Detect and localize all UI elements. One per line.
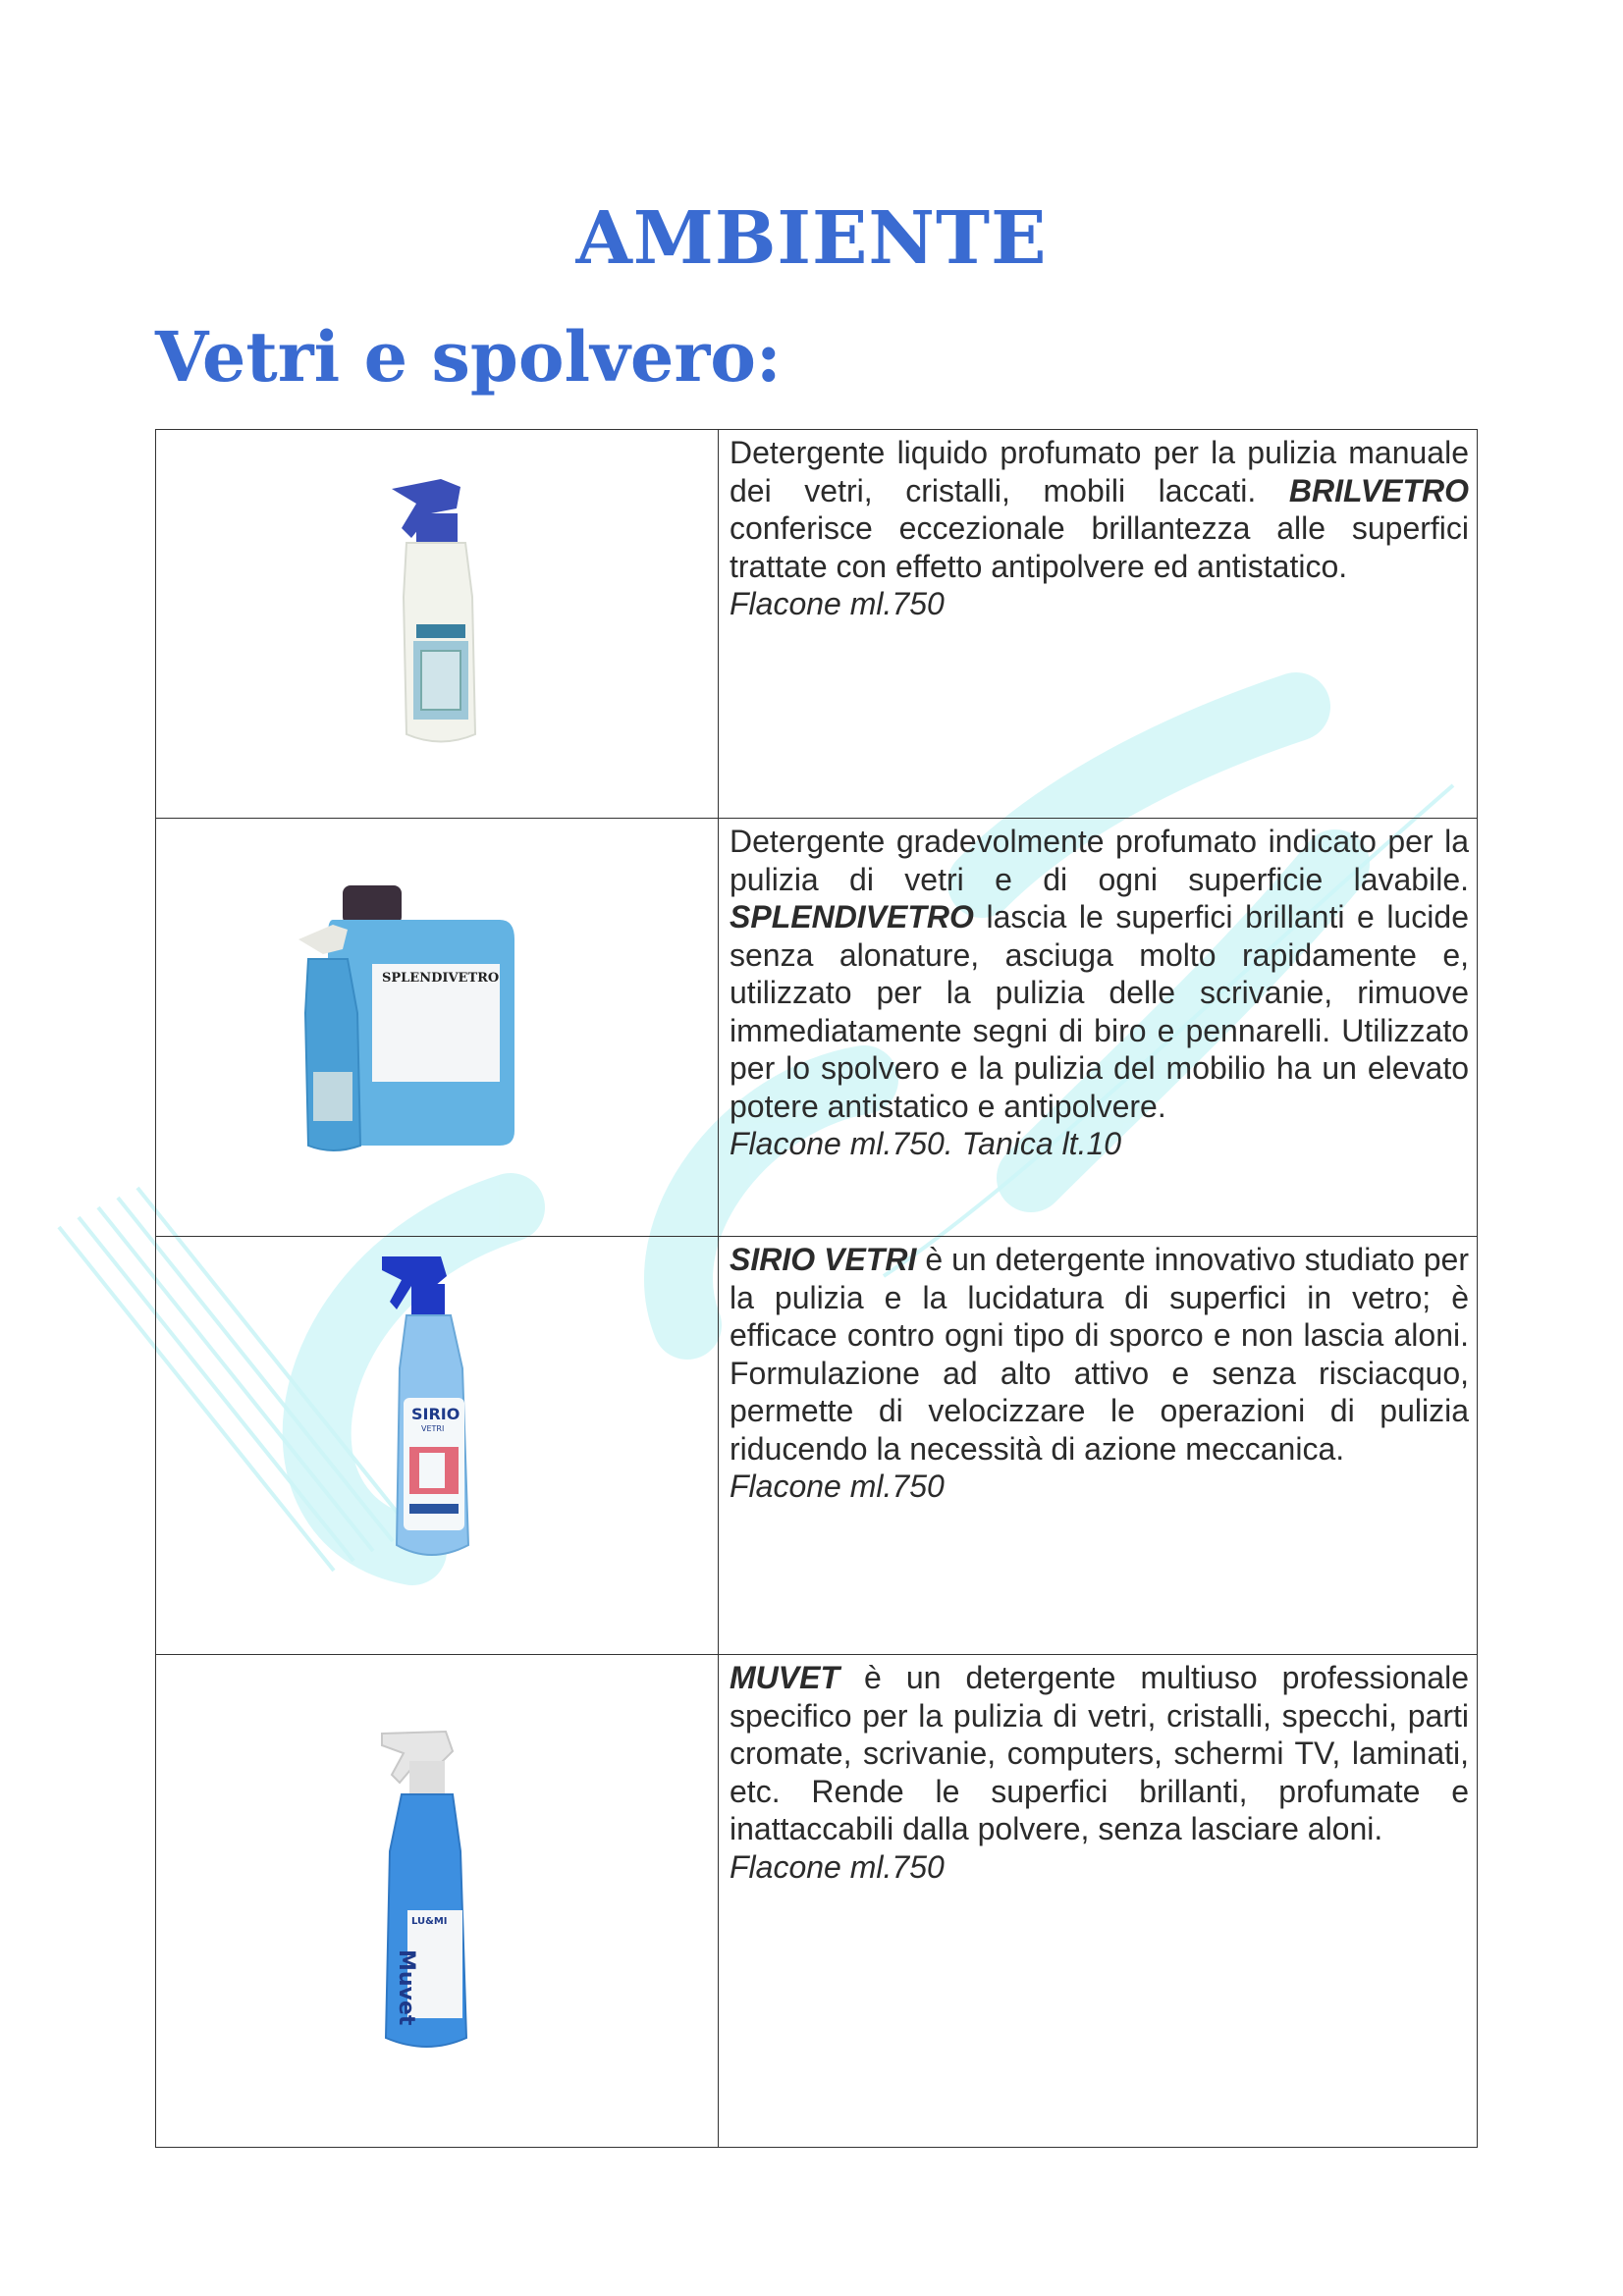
page-title: AMBIENTE: [575, 196, 1048, 281]
spray-bottle-image: [362, 459, 500, 754]
bottle-and-tank-image: [294, 866, 529, 1160]
product-image-cell: [156, 1655, 719, 2148]
product-description-cell: [719, 819, 1478, 1237]
sirio-bottle-image: [372, 1251, 500, 1575]
description-text: conferisce eccezionale brillantezza alle superfici trattate con effetto antipolvere ed antistatico.: [730, 510, 1469, 584]
packaging-info: Flacone ml.750: [730, 1848, 945, 1885]
product-name: MUVET: [730, 1660, 839, 1695]
product-description: [730, 1659, 1469, 1848]
product-row: [156, 430, 1478, 819]
product-name: SPLENDIVETRO: [730, 899, 974, 934]
product-description: [730, 1241, 1469, 1468]
packaging-info: Flacone ml.750: [730, 1468, 945, 1504]
description-text: Detergente liquido profumato per la pulizia manuale dei vetri, cristalli, mobili laccati.: [730, 435, 1469, 508]
product-row: [156, 819, 1478, 1237]
bottle-label-text: SIRIO: [411, 1405, 460, 1423]
packaging-info: Flacone ml.750. Tanica lt.10: [730, 1126, 1122, 1161]
description-text: è un detergente innovativo studiato per la pulizia e la lucidatura di superfici in vetro; è efficace contro ogni tipo di sporco e non lascia aloni. Formulazione ad alto attivo e senza risciacquo, permette di velocizzare le operazioni di pulizia riducendo la necessità di azione meccanica.: [730, 1242, 1470, 1467]
product-row: [156, 1655, 1478, 2148]
product-description-cell: [719, 1655, 1478, 2148]
muvet-bottle-image: [362, 1724, 490, 2057]
product-description-cell: [719, 430, 1478, 819]
product-image-cell: [156, 430, 719, 819]
product-image-cell: [156, 1237, 719, 1655]
product-row: [156, 1237, 1478, 1655]
product-image-cell: [156, 819, 719, 1237]
bottle-label-text: Muvet: [394, 1949, 418, 2026]
tank-label-text: SPLENDIVETRO: [382, 971, 500, 986]
description-text: Detergente gradevolmente profumato indicato per la pulizia di vetri e di ogni superficie lavabile.: [730, 824, 1469, 897]
product-name: SIRIO VETRI: [730, 1242, 917, 1277]
product-description-cell: [719, 1237, 1478, 1655]
description-text: è un detergente multiuso professionale specifico per la pulizia di vetri, cristalli, specchi, parti cromate, scrivanie, computers, schermi TV, laminati, etc. Rende le superfici brillanti, profumate e inattaccabili dalla polvere, senza lasciare aloni.: [730, 1660, 1469, 1846]
section-subtitle: Vetri e spolvero:: [155, 316, 782, 398]
bottle-label-subtext: VETRI: [421, 1424, 445, 1433]
brand-label-text: LU&MI: [411, 1916, 448, 1927]
product-description: [730, 823, 1469, 1125]
products-table: [155, 429, 1478, 2148]
product-name: BRILVETRO: [1288, 472, 1469, 508]
packaging-info: Flacone ml.750: [730, 586, 945, 621]
description-text: lascia le superfici brillanti e lucide senza alonature, asciuga molto rapidamente e, utilizzato per la pulizia delle scrivanie, rimuove immediatamente segni di biro e pennarelli. Utilizzato per lo spolvero e la pulizia del mobilio ha un elevato potere antistatico e antipolvere.: [730, 899, 1469, 1124]
product-description: [730, 434, 1469, 585]
